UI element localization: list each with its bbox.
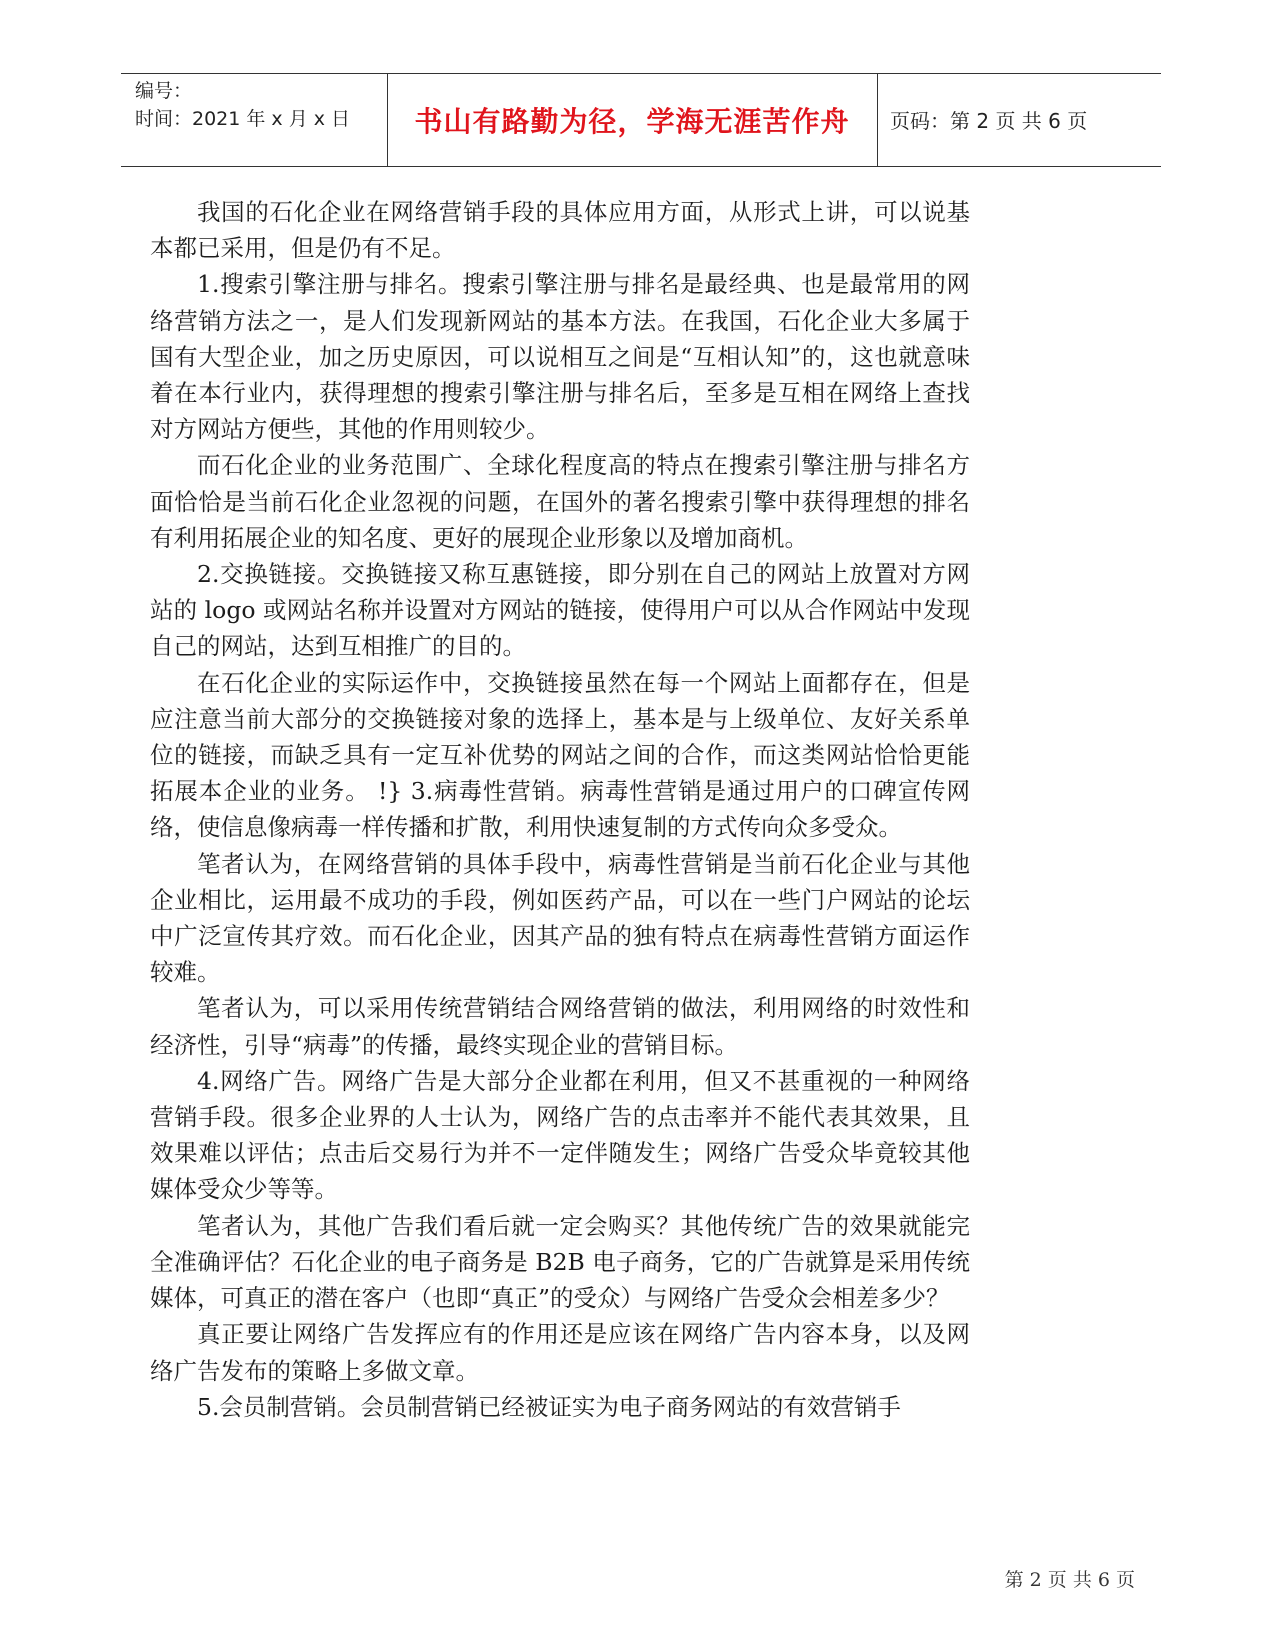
document-body xyxy=(150,194,970,1425)
document-date-label: 时间：2021 年 x 月 x 日 xyxy=(135,108,351,130)
body-paragraph: 5.会员制营销。会员制营销已经被证实为电子商务网站的有效营销手 xyxy=(197,1392,901,1421)
document-number-label: 编号： xyxy=(135,80,193,102)
body-paragraph: 笔者认为，可以采用传统营销结合网络营销的做法，利用网络的时效性和经济性，引导“病毒”的传播，最终实现企业的营销目标。 xyxy=(150,994,970,1059)
header-divider-right xyxy=(877,73,878,166)
body-paragraph: 而石化企业的业务范围广、全球化程度高的特点在搜索引擎注册与排名方面恰恰是当前石化企业忽视的问题，在国外的著名搜索引擎中获得理想的排名有利用拓展企业的知名度、更好的展现企业形象以及增加商机。 xyxy=(150,451,970,552)
body-paragraph: 在石化企业的实际运作中，交换链接虽然在每一个网站上面都存在，但是应注意当前大部分的交换链接对象的选择上，基本是与上级单位、友好关系单位的链接，而缺乏具有一定互补优势的网站之间的合作，而这类网站恰恰更能拓展本企业的业务。 !} 3.病毒性营销。病毒性营销是通过用户的口碑宣传网络，使信息像病毒一样传播和扩散，利用快速复制的方式传向众多受众。 xyxy=(150,668,970,842)
body-paragraph: 我国的石化企业在网络营销手段的具体应用方面，从形式上讲，可以说基本都已采用，但是仍有不足。 xyxy=(150,198,970,263)
header-motto: 书山有路勤为径，学海无涯苦作舟 xyxy=(414,104,850,138)
body-paragraph: 1.搜索引擎注册与排名。搜索引擎注册与排名是最经典、也是最常用的网络营销方法之一，是人们发现新网站的基本方法。在我国，石化企业大多属于国有大型企业，加之历史原因，可以说相互之间是“互相认知”的，这也就意味着在本行业内，获得理想的搜索引擎注册与排名后，至多是互相在网络上查找对方网站方便些，其他的作用则较少。 xyxy=(150,270,970,444)
body-paragraph: 2.交换链接。交换链接又称互惠链接，即分别在自己的网站上放置对方网站的 logo 或网站名称并设置对方网站的链接，使得用户可以从合作网站中发现自己的网站，达到互相推广的目的。 xyxy=(150,560,970,661)
body-paragraph: 笔者认为，其他广告我们看后就一定会购买？其他传统广告的效果就能完全准确评估？石化企业的电子商务是 B2B 电子商务，它的广告就算是采用传统媒体，可真正的潜在客户（也即“真正”的受众）与网络广告受众会相差多少？ xyxy=(150,1211,970,1313)
footer-page-number: 第 2 页 共 6 页 xyxy=(1004,1569,1135,1591)
header-meta xyxy=(135,77,350,133)
body-paragraph: 笔者认为，在网络营销的具体手段中，病毒性营销是当前石化企业与其他企业相比，运用最不成功的手段，例如医药产品，可以在一些门户网站的论坛中广泛宣传其疗效。而石化企业，因其产品的独有特点在病毒性营销方面运作较难。 xyxy=(150,849,970,987)
header-page-number: 页码：第 2 页 共 6 页 xyxy=(890,109,1088,133)
body-paragraph: 4.网络广告。网络广告是大部分企业都在利用，但又不甚重视的一种网络营销手段。很多企业界的人士认为，网络广告的点击率并不能代表其效果，且效果难以评估；点击后交易行为并不一定伴随发生；网络广告受众毕竟较其他媒体受众少等等。 xyxy=(150,1066,970,1204)
header-bottom-rule xyxy=(121,166,1161,167)
body-paragraph: 真正要让网络广告发挥应有的作用还是应该在网络广告内容本身，以及网络广告发布的策略上多做文章。 xyxy=(150,1320,970,1385)
